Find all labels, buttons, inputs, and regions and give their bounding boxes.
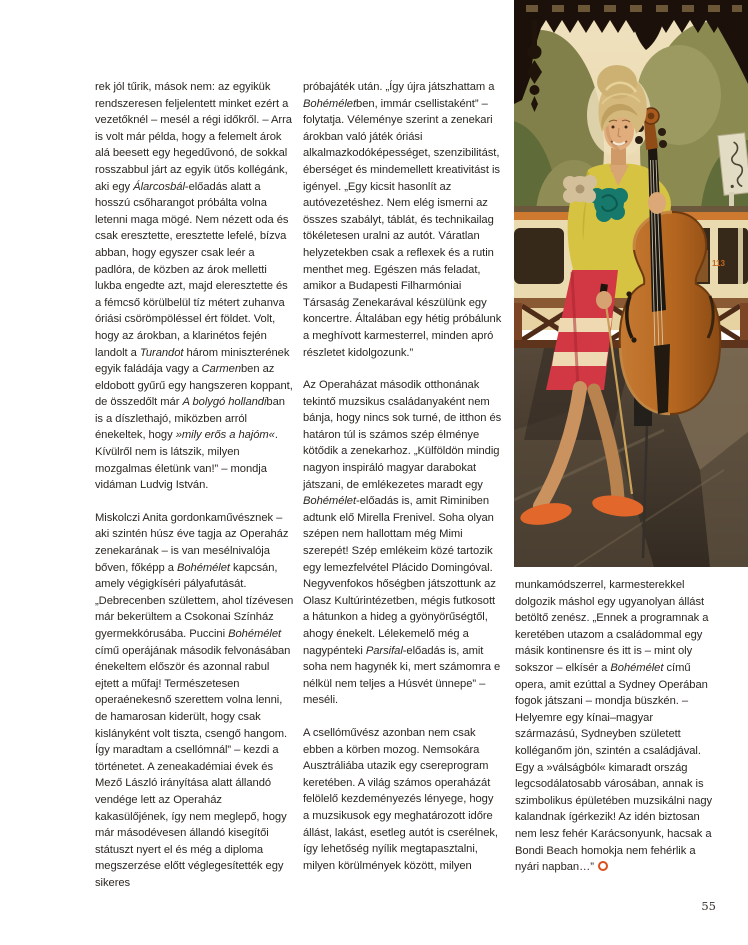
page-number: 55 (701, 899, 716, 913)
paragraph: Miskolczi Anita gordonkaművésznek – aki szintén húsz éve tagja az Operaház zenekarának – is van mesélnivalója bőven, főképp a Bohémélet kapcsán, amely végigkíséri pályafutását. „Debrecenben születtem, ahol tízévesen már bekerültem a Csokonai Színház gyermekkórusába. Puccini Bohémélet című operájának második felvonásában énekeltem először és azonnal rabul ejtett a műfaj! Természetesen operaénekesnő szerettem volna lenni, de hamarosan kiderült, hogy csak kislányként volt tiszta, csengő hangom. Így maradtam a csellómnál” – kezdi a történetet. A zeneakadémiai évek és Mező László irányítása alatt állandó vendége lett az Operaház kakasülőjének, így nem meglepő, hogy már másodévesen állandó kisegítői státuszt nyert el és még a diploma megszerzése előtt véglegesítették egy sikeres (95, 511, 294, 889)
end-of-article-icon (598, 861, 608, 871)
paragraph: próbajáték után. „Így újra játszhattam a Bohéméletben, immár csellistaként” – folytatja. Véleménye szerint a zenekari árokban való játék óriási alkalmazkodóképességet, szenzibilitást, éberséget és mindemellett kreativitást is igényel. „Egy kicsit hasonlít az autóvezetéshez. Nem elég ismerni az összes szabályt, táblát, és technikailag tökéletesen uralni az autót. Váratlan helyzetekben csak a reflexek és a rutin menthet meg. Egészen más feladat, amikor a Budapesti Filharmóniai Társaság Zenekarával készülünk egy koncertre. Általában egy hétig próbálunk a meghívott karmesterrel, minden apró részletet kidolgozunk.” (303, 81, 502, 359)
article-column-1 (95, 79, 295, 924)
article-column-3 (515, 577, 716, 927)
paragraph: Az Operaházat második otthonának tekintő muzsikus családanyaként nem bánja, hogy nincs sok turné, de itthon és határon túl is számos szép élménye kötődik a zenekarhoz. „Külföldön mindig nagyon inspiráló magyar darabokat játszani, de emlékezetes maradt egy Bohémélet-előadás is, amit Riminiben adtunk elő Mirella Frenivel. Soha olyan szépen nem hallottam még Mimi szerepét! Szép emlékeim közé tartozik egy lemezfelvétel Plácido Domingóval. Negyvenfokos hőségben játszottunk az Olasz Kultúrintézetben, mégis futkosott a hátunkon a hideg a gyönyörűségtől, ahogy énekelt. Lélekemelő még a nagypénteki Parsifal-előadás is, amit soha nem hagynék ki, mert számomra e nélkül nem teljes a Húsvét ünnepe” – meséli. (303, 379, 502, 707)
paragraph: munkamódszerrel, karmesterekkel dolgozik máshol egy ugyanolyan állást betöltő zenész. „Ennek a programnak a keretében utazom a családommal egy másik kontinensre és itt is – mint oly sokszor – elkísér a Bohémélet című opera, amit ezúttal a Sydney Operában fogok játszani – mondja büszkén. – Helyemre egy kínai–magyar származású, Sydneyben született kolléganőm jön, szintén a családjával. Egy a »válságból« kimaradt ország legcsodálatosabb városában, annak is szimbolikus épületében muzsikálni nagy kalandnak ígérkezik! Az idén biztosan nem lesz fehér Karácsonyunk, hacsak a Bondi Beach homokja nem fehérlik a nyári napban…” (515, 579, 713, 874)
cream-flower (563, 175, 597, 203)
cellist-photo-svg (514, 0, 748, 567)
cellist-photo (514, 0, 748, 567)
paragraph: A csellóművész azonban nem csak ebben a körben mozog. Nemsokára Ausztráliába utazik egy csereprogram keretében. A világ számos operaházát felölelő kezdeményezés lényege, hogy a muzsikusok egy meghatározott időre állást, lakást, esetleg autót is cserélnek, így lehetőség nyílik megtapasztalni, milyen körülmények között, milyen (303, 726, 498, 872)
article-column-2 (303, 79, 502, 924)
tram-number: 113 (712, 259, 725, 268)
paragraph: rek jól tűrik, mások nem: az egyikük rendszeresen feljelentett minket ezért a vezetőknél – mesél a régi időkről. – Arra is volt már példa, hogy a felemelt árok alá beesett egy hegedűvonó, de sokkal rosszabbul járt az egyik ütős kollégánk, aki egy Álarcosbál-előadás alatt a hosszú csőharangot próbálta volna letenni maga mögé. Nem nézett oda és csak eresztette, eresztette lefelé, bízva abban, hogy egyszer csak leér a padlóra, de közben az árok melletti lukba engedte azt, majd eleresztette és a fémcső körülbelül tíz métert zuhanva óriási csörömpöléssel ért földet. Volt, hogy az árokban, a klarinétos fején landolt a Turandot három miniszterének egyik faládája vagy a Carmenben az eldobott gyűrű egy hangszeren koppant, de összedőlt már A bolygó hollandiban is a díszlethajó, miközben arról énekeltek, hogy »mily erős a hajóm«. Kívülről nem is látszik, milyen mozgalmas életünk van!” – mondja vidáman Ludvig István. (95, 81, 293, 492)
